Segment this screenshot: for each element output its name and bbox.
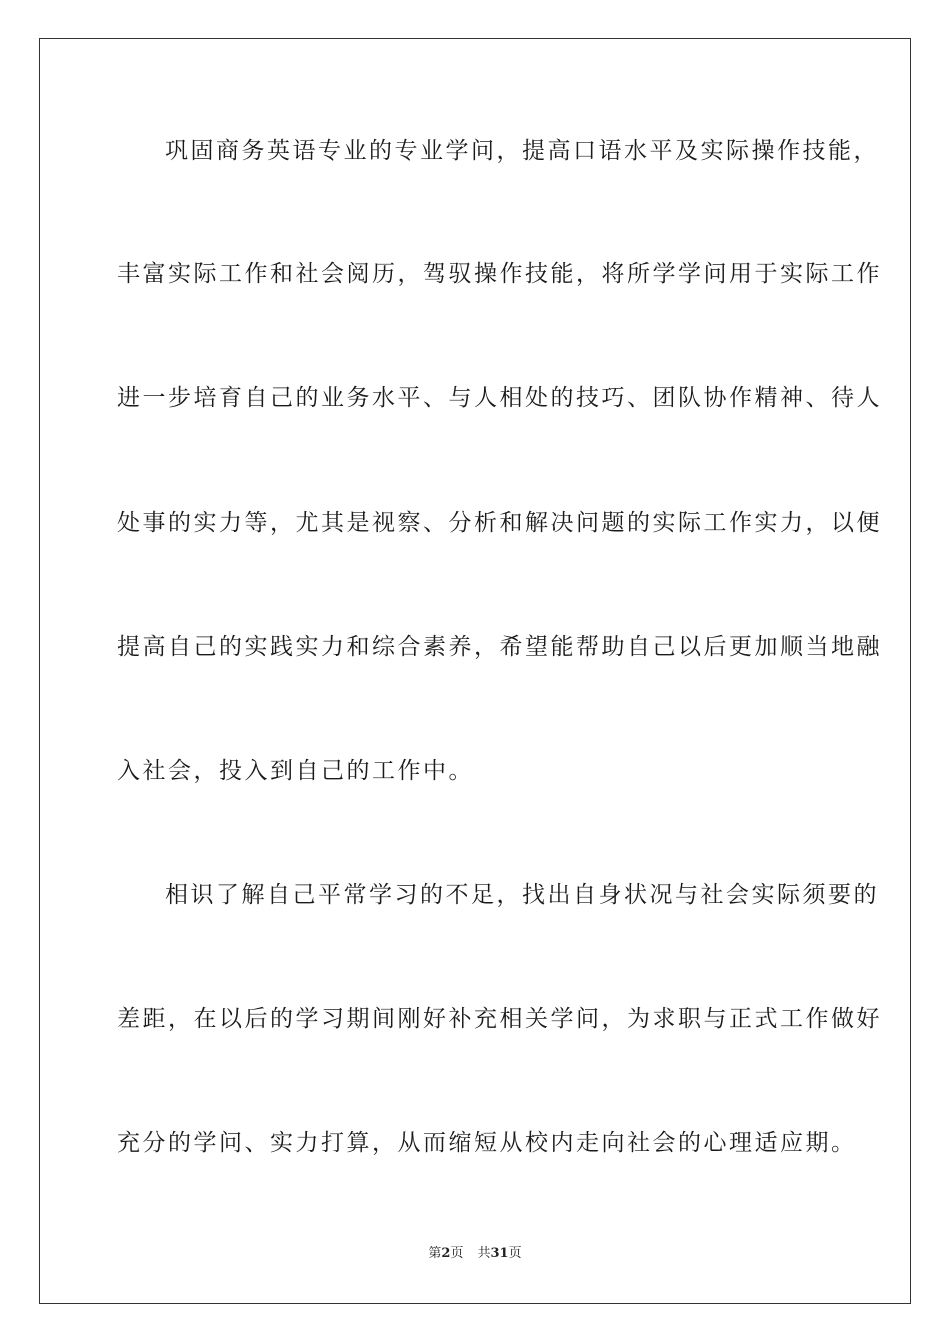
page-border [39,38,911,1304]
total-pages: 31 [490,1246,509,1261]
paragraph-1-line-3: 进一步培育自己的业务水平、与人相处的技巧、团队协作精神、待人 [117,385,882,411]
paragraph-1-line-5: 提高自己的实践实力和综合素养，希望能帮助自己以后更加顺当地融 [117,634,882,660]
paragraph-2-line-1: 相识了解自己平常学习的不足，找出自身状况与社会实际须要的 [165,882,879,908]
page-prefix: 第 [428,1246,442,1261]
page-footer [0,1245,950,1263]
paragraph-1-line-6: 入社会，投入到自己的工作中。 [117,758,474,784]
paragraph-1-line-2: 丰富实际工作和社会阅历，驾驭操作技能，将所学学问用于实际工作 [117,261,882,287]
page-suffix: 页 [450,1246,464,1261]
page-number: 2 [441,1246,451,1261]
total-suffix: 页 [508,1246,522,1261]
paragraph-2-line-2: 差距，在以后的学习期间刚好补充相关学问，为求职与正式工作做好 [117,1006,882,1032]
paragraph-1-line-4: 处事的实力等，尤其是视察、分析和解决问题的实际工作实力，以便 [117,510,882,536]
total-prefix: 共 [477,1246,491,1261]
paragraph-2-line-3: 充分的学问、实力打算，从而缩短从校内走向社会的心理适应期。 [117,1130,857,1156]
paragraph-1-line-1: 巩固商务英语专业的专业学问，提高口语水平及实际操作技能， [165,138,879,164]
